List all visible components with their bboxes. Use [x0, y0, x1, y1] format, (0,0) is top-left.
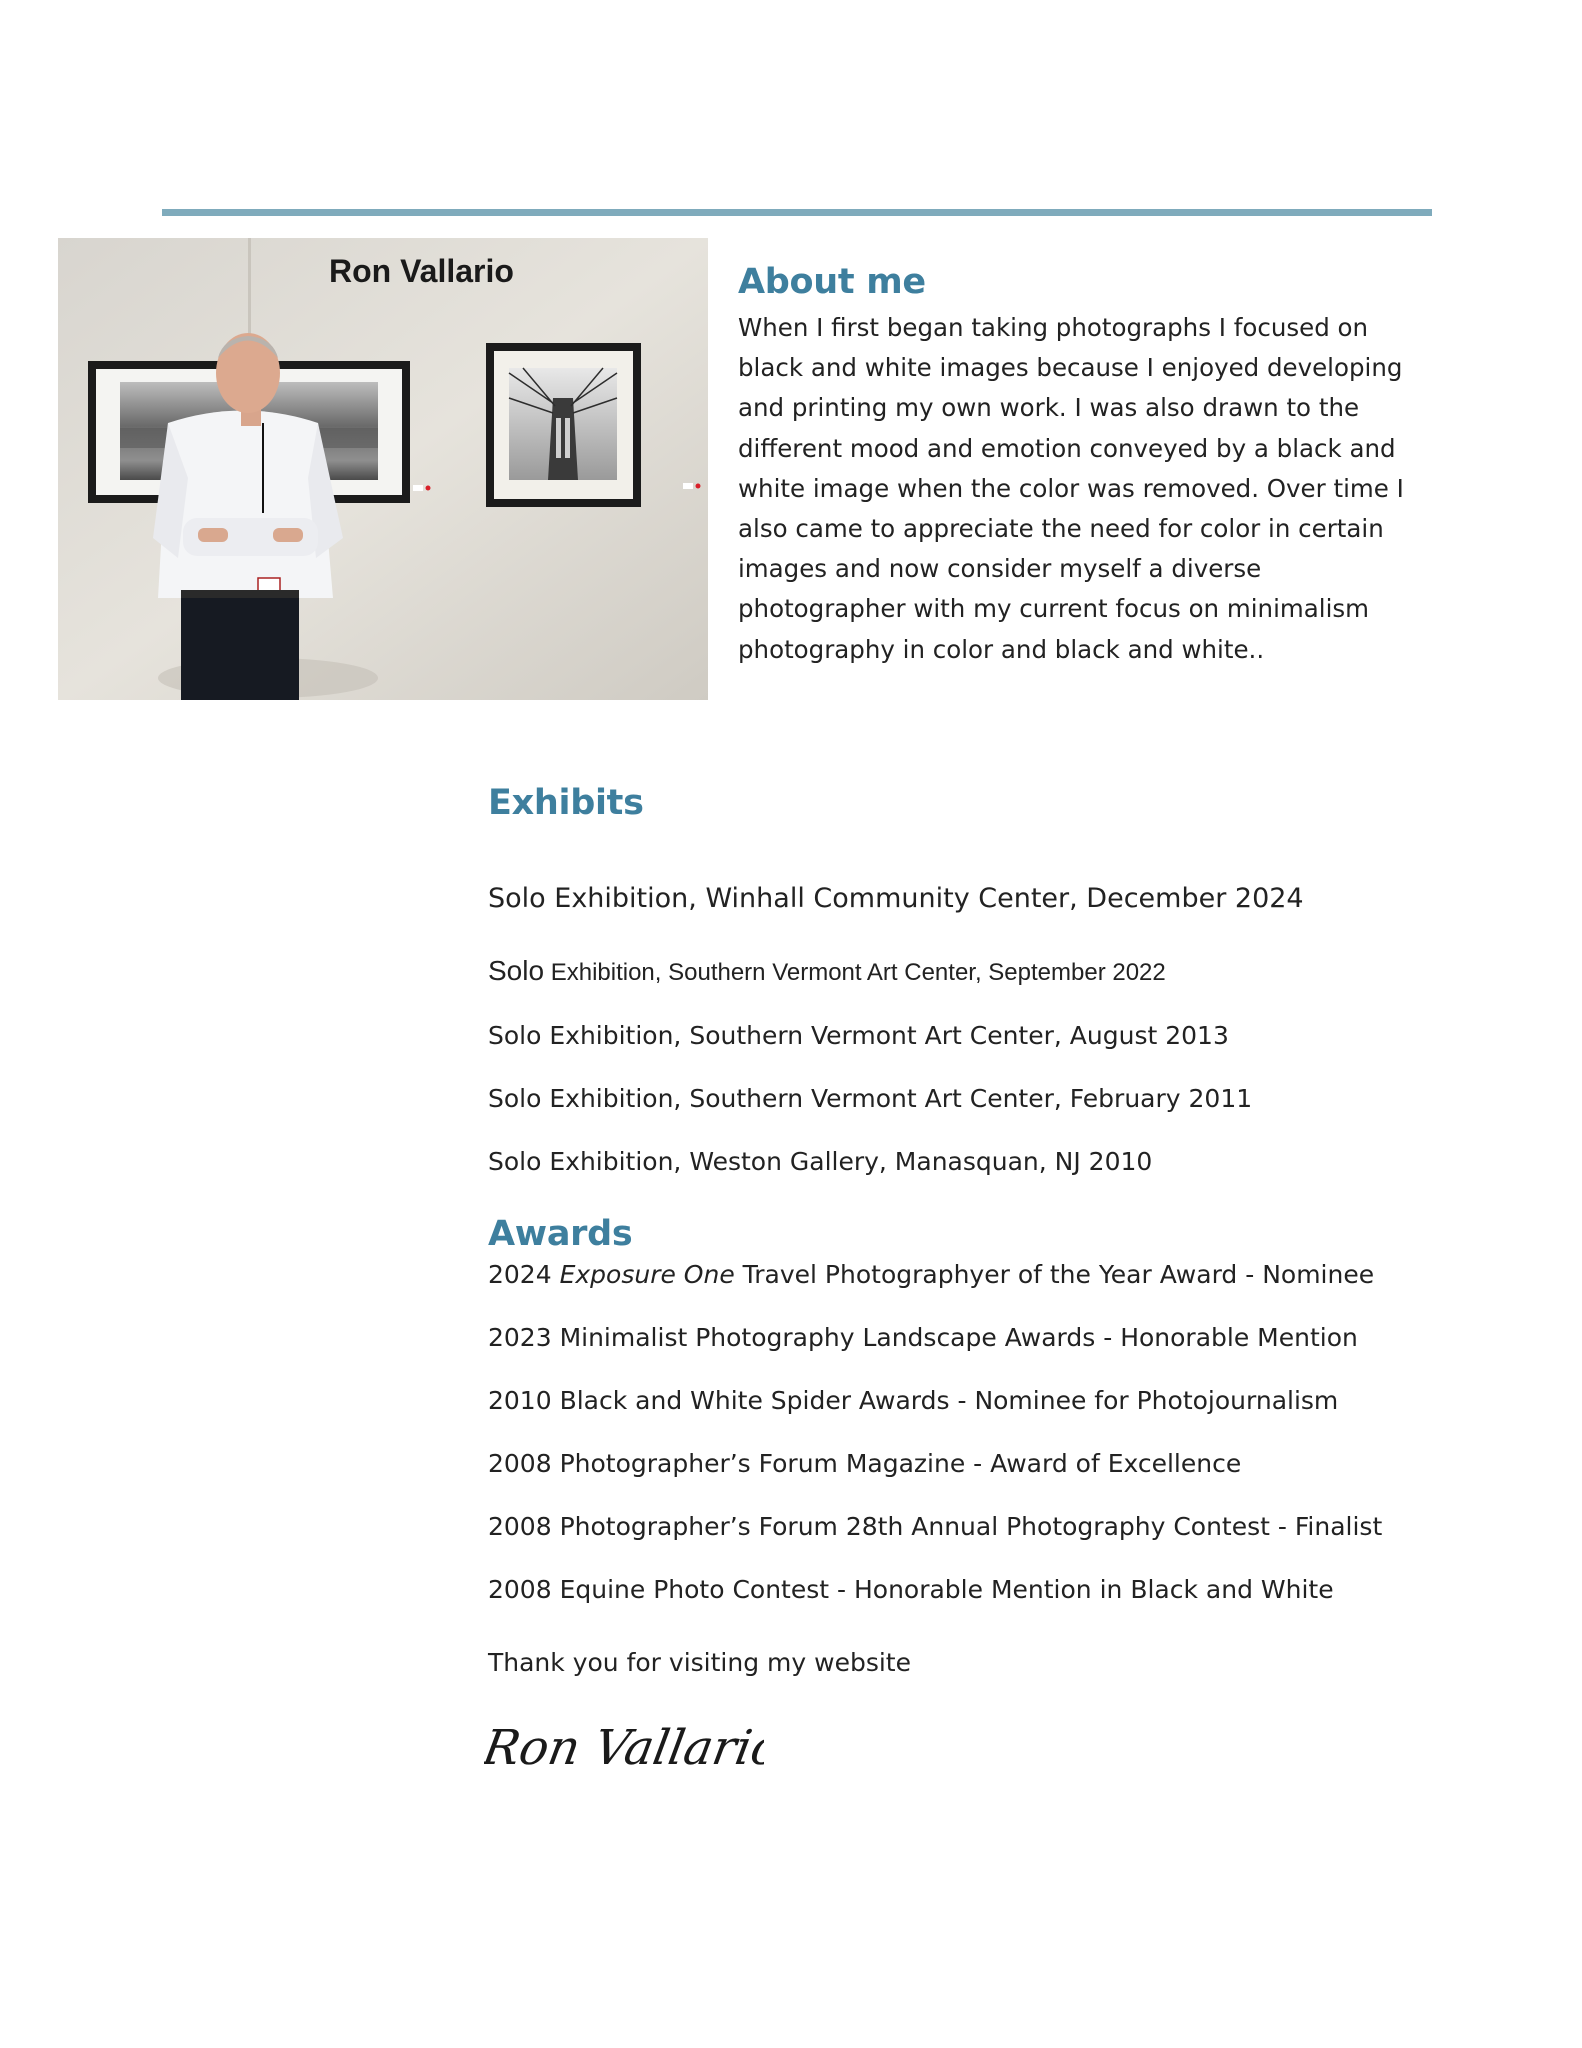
- wall-name-lettering: Ron Vallario: [329, 253, 514, 289]
- about-body: When I first began taking photographs I focused on black and white images because I enjoyed developing and printing my own work. I was also drawn to the different mood and emotion conveyed by a black and white image when the color was removed. Over time I also came to appreciate the need for color in certain images and now consider myself a diverse photographer with my current focus on minimalism photography in color and black and white..: [738, 313, 1404, 664]
- thank-you-note: Thank you for visiting my website: [488, 1648, 911, 1677]
- list-item: [488, 955, 1166, 987]
- list-item: 2008 Photographer’s Forum 28th Annual Photography Contest - Finalist: [488, 1512, 1383, 1541]
- list-item: [488, 1260, 1374, 1289]
- award-title: Travel Photographyer of the Year Award - Nominee: [734, 1260, 1375, 1289]
- exhibit-lead: Solo: [488, 955, 545, 986]
- list-item: 2010 Black and White Spider Awards - Nominee for Photojournalism: [488, 1386, 1339, 1415]
- awards-section: [488, 1214, 1488, 1604]
- awards-heading: Awards: [488, 1214, 633, 1254]
- list-item: Solo Exhibition, Southern Vermont Art Center, February 2011: [488, 1084, 1253, 1113]
- list-item: 2023 Minimalist Photography Landscape Awards - Honorable Mention: [488, 1323, 1358, 1352]
- exhibit-rest: , Winhall Community Center, December 2024: [688, 883, 1304, 914]
- award-year: 2024: [488, 1260, 560, 1289]
- exhibit-lead: Solo Exhibition: [488, 883, 689, 914]
- award-publication: Exposure One: [559, 1260, 735, 1289]
- list-item: Solo Exhibition, Southern Vermont Art Center, August 2013: [488, 1021, 1229, 1050]
- list-item: 2008 Equine Photo Contest - Honorable Mention in Black and White: [488, 1575, 1334, 1604]
- exhibit-rest: Exhibition, Southern Vermont Art Center, September 2022: [544, 959, 1166, 986]
- top-divider: [162, 209, 1432, 216]
- list-item: Solo Exhibition, Weston Gallery, Manasquan, NJ 2010: [488, 1147, 1153, 1176]
- signature-script: Ron Vallario: [484, 1720, 764, 1776]
- exhibits-heading: Exhibits: [488, 783, 644, 823]
- signature: [484, 1712, 764, 1786]
- about-heading: About me: [738, 262, 926, 302]
- exhibits-section: [488, 783, 1488, 1176]
- artist-gallery-photo: [58, 238, 708, 700]
- list-item: [488, 883, 1304, 914]
- about-section: [738, 262, 1418, 670]
- list-item: 2008 Photographer’s Forum Magazine - Award of Excellence: [488, 1449, 1242, 1478]
